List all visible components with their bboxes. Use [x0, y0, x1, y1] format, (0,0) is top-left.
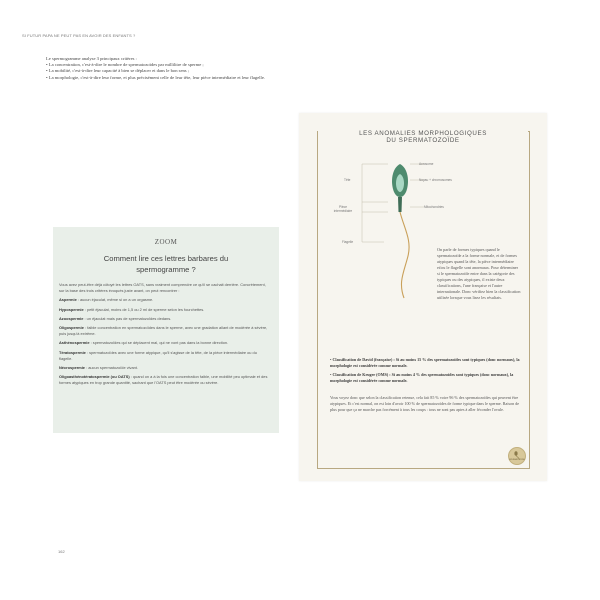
- term-def: : quand on a à la fois une concentration faible, une mobilité peu optimale et des formes atypiques en trop grande quantité, sachant que l'OATS peut être modérée ou sévère.: [59, 374, 268, 386]
- running-head: SI FUTUR PAPA NE PEUT PAS EN AVOIR DES ENFANTS ?: [22, 33, 136, 38]
- intro-text: [46, 56, 276, 81]
- bullet-icon: •: [330, 372, 333, 377]
- term-def: : faible concentration en spermatozoïdes dans le sperme, avec une gradation allant de modérée à sévère, puis jusqu'à extrême.: [59, 325, 268, 337]
- classification-text: Classification de Kruger (OMS) : Si au moins 4 % des spermatozoïdes sont typiques (donc normaux), la morphologie est considérée comme normale.: [330, 372, 514, 383]
- zoom-title: ZOOM: [154, 238, 178, 246]
- zoom-box: [53, 227, 279, 433]
- label-piece: Pièce intermédiaire: [333, 205, 353, 213]
- label-noyau: Noyau + chromosomes: [419, 178, 452, 182]
- classification-item: [330, 372, 526, 384]
- label-flagelle: Flagelle: [342, 240, 354, 244]
- term-name: Nécrospermie: [59, 365, 85, 371]
- bullet-icon: •: [330, 357, 333, 362]
- term-item: [59, 307, 271, 313]
- title-line-1: LES ANOMALIES MORPHOLOGIQUES: [359, 130, 487, 137]
- zoom-intro: Vous avez peut-être déjà côtoyé les lettres OATS, sans vraiment comprendre ce qu'il se cachait derrière. Concrètement, sur la base des trois critères évoqués juste avant, on peut rencontrer :: [59, 282, 266, 293]
- intro-line: • La mobilité, c'est-à-dire leur capacité à bien se déplacer et dans le bon sens ;: [46, 68, 189, 74]
- term-item: [59, 374, 271, 386]
- term-name: Tératospermie: [59, 349, 86, 355]
- term-def: : petit éjaculat, moins de 1,5 ou 2 ml de sperme selon les fourchettes.: [83, 306, 205, 312]
- side-text: On parle de formes typiques quand le spermatozoïde a la forme normale, et de formes atypiques quand la tête, la pièce intermédiaire et/ou le flagelle sont anormaux. Pour déterminer si le spermatozoïde entre dans la catégorie des typiques ou des atypiques, il existe deux classifications, l'une française et l'autre internationale. Donc vérifiez bien la classification utilisée lorsque vous lisez les résultats.: [437, 247, 521, 300]
- emblem-text: SPERMATOZOÏDE: [509, 459, 525, 461]
- classification-text: Classification de David (française) : Si au moins 15 % des spermatozoïdes sont typiques (donc normaux), la morphologie est considérée comme normale.: [330, 357, 520, 368]
- zoom-body: [59, 282, 271, 390]
- term-name: Aspermie: [59, 297, 77, 303]
- classifications: [330, 357, 526, 387]
- term-name: Hypospermie: [59, 306, 84, 312]
- label-acrosome: Acrosome: [419, 162, 434, 166]
- term-name: Oligoasthénotératospermie (ou OATS): [59, 374, 130, 380]
- intro-line: Le spermogramme analyse 3 principaux critères :: [46, 56, 137, 61]
- term-item: [59, 316, 271, 322]
- intro-line: • La morphologie, c'est-à-dire leur forme, et plus précisément celle de leur tête, leur pièce intermédiaire et leur flagelle.: [46, 74, 266, 80]
- term-item: [59, 365, 271, 371]
- term-name: Oligospermie: [59, 325, 84, 331]
- term-item: [59, 325, 271, 337]
- term-item: [59, 340, 271, 346]
- term-def: : un éjaculat mais pas de spermatozoïdes dedans.: [83, 315, 172, 321]
- term-def: : spermatozoïdes qui se déplacent mal, qui ne vont pas dans la bonne direction.: [89, 340, 229, 346]
- classification-item: [330, 357, 526, 369]
- closing-text: Vous voyez donc que selon la classification retenue, cela fait 85 % voire 96 % des spermatozoïdes qui peuvent être atypiques. Et c'est normal, on est loin d'avoir 100 % de spermatozoïdes de forme typique dans le sperme. Raison de plus pour que ça ne marche pas forcément à tous les coups : tous ne sont pas aptes à aller féconder l'ovule.: [330, 395, 520, 412]
- term-def: : aucun éjaculat, même si on a un orgasme.: [76, 297, 154, 303]
- term-def: : aucun spermatozoïde vivant.: [84, 365, 138, 371]
- term-name: Asthénospermie: [59, 340, 90, 346]
- sperm-tail: [400, 212, 409, 298]
- term-name: Azoospermie: [59, 315, 84, 321]
- sperm-midpiece: [398, 197, 402, 212]
- label-tete: Tête: [344, 178, 351, 182]
- right-page-title: [318, 130, 528, 145]
- emblem-badge: [508, 447, 526, 465]
- page-number: 162: [58, 549, 65, 554]
- term-item: [59, 297, 271, 303]
- label-mitochondries: Mitochondries: [424, 205, 444, 209]
- title-line-2: DU SPERMATOZOÏDE: [386, 137, 460, 145]
- zoom-heading: Comment lire ces lettres barbares du spermogramme ?: [103, 254, 229, 274]
- term-def: : spermatozoïdes avec une forme atypique, qu'il s'agisse de la tête, de la pièce intermédiaire ou du flagelle.: [59, 349, 257, 361]
- term-item: [59, 350, 271, 362]
- intro-line: • La concentration, c'est-à-dire le nombre de spermatozoïdes par millilitre de sperme ;: [46, 62, 204, 68]
